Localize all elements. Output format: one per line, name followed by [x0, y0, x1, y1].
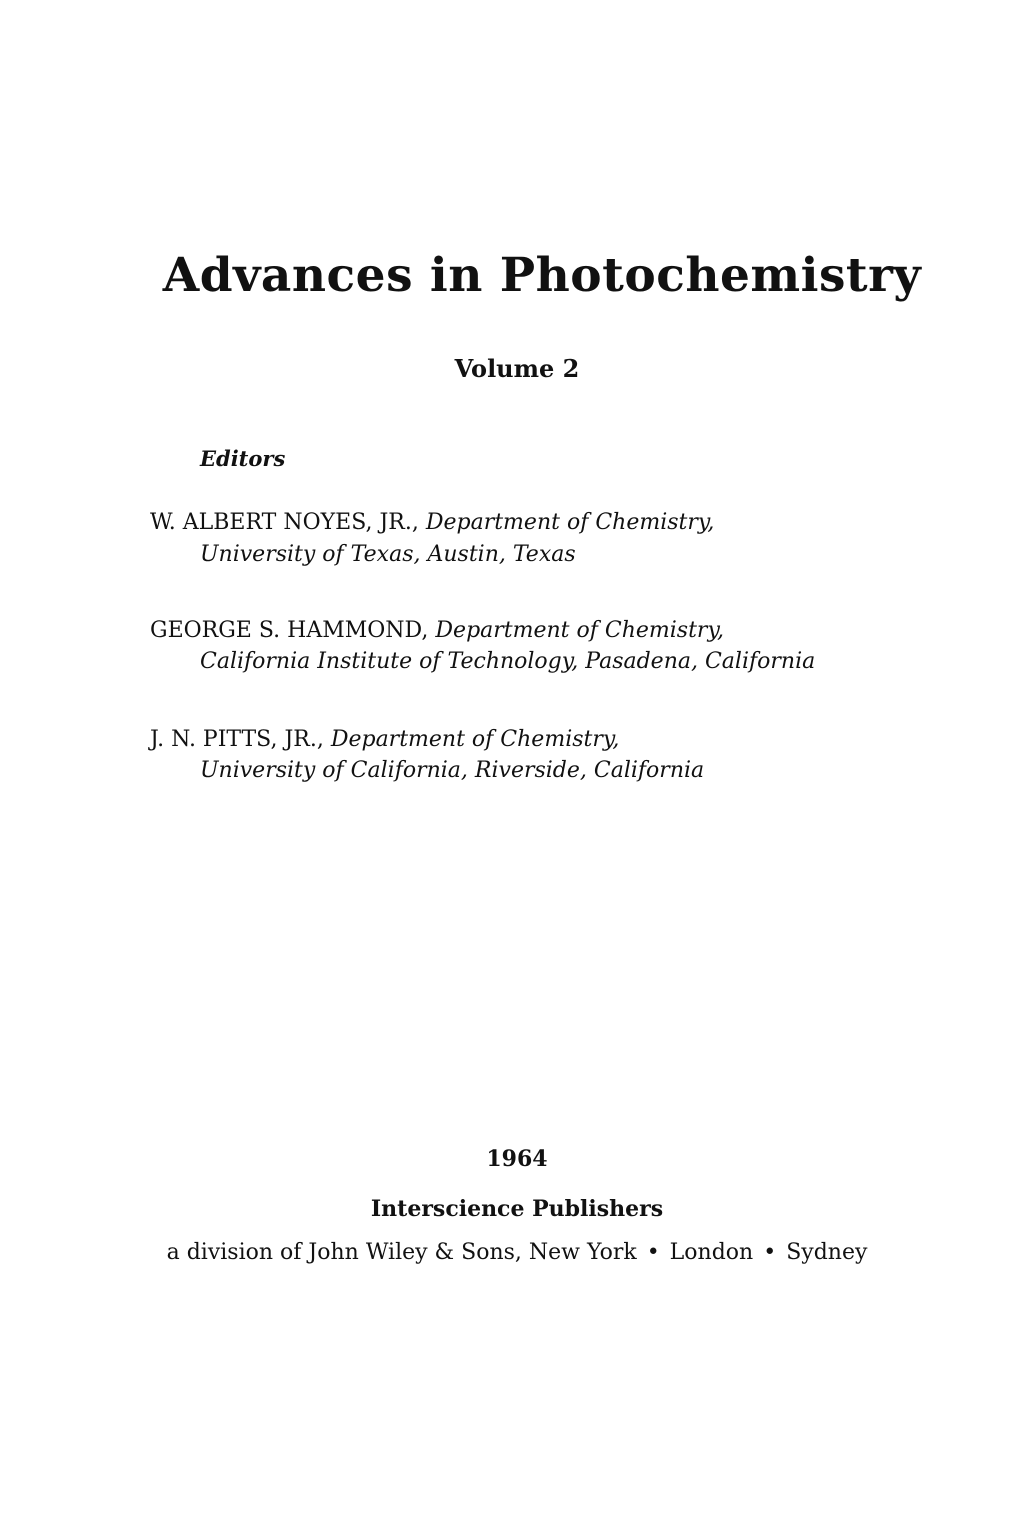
separator-dot: • — [646, 1240, 660, 1265]
editor-2-line — [150, 618, 724, 643]
editors-heading: Editors — [200, 446, 286, 471]
publisher-division — [0, 1240, 1024, 1265]
division-city-sydney: Sydney — [786, 1240, 868, 1265]
editor-3-line — [150, 727, 619, 752]
editor-1-department: Department of Chemistry, — [425, 510, 715, 535]
editor-2-institution: California Institute of Technology, Pasadena, California — [200, 649, 816, 674]
editor-1-institution: University of Texas, Austin, Texas — [200, 542, 576, 567]
publisher-name: Interscience Publishers — [370, 1196, 664, 1222]
editor-3-department: Department of Chemistry, — [330, 727, 620, 752]
editor-1-line — [150, 510, 714, 535]
editor-3-name: J. N. PITTS, JR., — [150, 727, 324, 752]
separator-dot: • — [763, 1240, 777, 1265]
volume-label: Volume 2 — [454, 354, 580, 383]
publication-year: 1964 — [486, 1146, 548, 1172]
division-text: a division of John Wiley & Sons, New York — [166, 1240, 637, 1265]
editor-2-name: GEORGE S. HAMMOND, — [150, 618, 429, 643]
editor-2-department: Department of Chemistry, — [435, 618, 724, 643]
editor-1-name: W. ALBERT NOYES, JR., — [150, 510, 419, 535]
book-title: Advances in Photochemistry — [162, 248, 922, 303]
editor-3-institution: University of California, Riverside, California — [200, 758, 705, 783]
division-city-london: London — [669, 1240, 754, 1265]
